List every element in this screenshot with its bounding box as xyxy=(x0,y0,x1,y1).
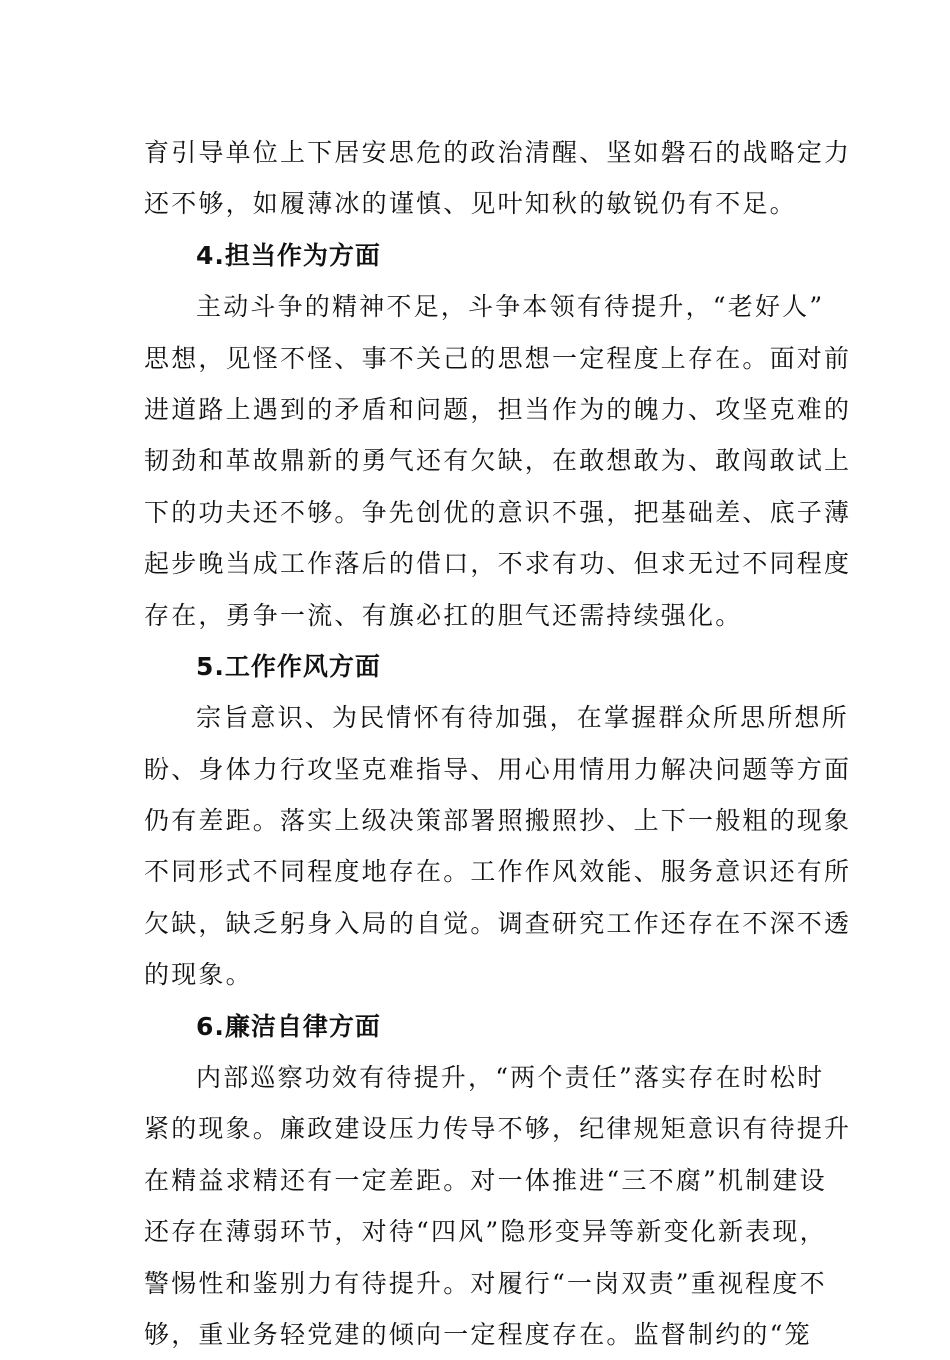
section-integrity xyxy=(144,1001,852,1360)
text-line: 不同形式不同程度地存在。工作作风效能、服务意识还有所 xyxy=(144,857,852,887)
text-line: 育引导单位上下居安思危的政治清醒、坚如磐石的战略定力 xyxy=(144,138,852,167)
text-line: 仍有差距。落实上级决策部署照搬照抄、上下一般粗的现象 xyxy=(144,806,852,836)
text-line: 宗旨意识、为民情怀有待加强，在掌握群众所思所想所 xyxy=(196,703,849,733)
text-line: 下的功夫还不够。争先创优的意识不强，把基础差、底子薄 xyxy=(144,497,852,527)
text-line: 韧劲和革故鼎新的勇气还有欠缺，在敢想敢为、敢闯敢试上 xyxy=(144,446,852,476)
text-line: 存在，勇争一流、有旗必扛的胆气还需持续强化。 xyxy=(144,600,743,630)
text-line: 还不够，如履薄冰的谨慎、见叶知秋的敏锐仍有不足。 xyxy=(144,189,797,219)
section-work-style xyxy=(144,641,852,1001)
text-line: 够，重业务轻党建的倾向一定程度存在。监督制约的“笼 xyxy=(144,1319,812,1349)
text-line: 思想，见怪不怪、事不关己的思想一定程度上存在。面对前 xyxy=(144,343,852,373)
section-heading: 4.担当作为方面 xyxy=(196,240,381,270)
text-line: 盼、身体力行攻坚克难指导、用心用情用力解决问题等方面 xyxy=(144,754,852,784)
section-heading: 6.廉洁自律方面 xyxy=(196,1011,381,1041)
text-line: 紧的现象。廉政建设压力传导不够，纪律规矩意识有待提升 xyxy=(144,1114,852,1144)
document-body xyxy=(144,127,852,1360)
text-line: 的现象。 xyxy=(144,960,253,990)
text-line: 在精益求精还有一定差距。对一体推进“三不腐”机制建设 xyxy=(144,1165,827,1195)
text-line: 主动斗争的精神不足，斗争本领有待提升，“老好人” xyxy=(196,292,825,322)
section-heading: 5.工作作风方面 xyxy=(196,651,381,681)
text-line: 警惕性和鉴别力有待提升。对履行“一岗双责”重视程度不 xyxy=(144,1268,827,1298)
text-line: 欠缺，缺乏躬身入局的自觉。调查研究工作还存在不深不透 xyxy=(144,908,852,938)
text-line: 还存在薄弱环节，对待“四风”隐形变异等新变化新表现， xyxy=(144,1217,827,1247)
text-line: 内部巡察功效有待提升，“两个责任”落实存在时松时 xyxy=(196,1063,825,1093)
text-line: 起步晚当成工作落后的借口，不求有功、但求无过不同程度 xyxy=(144,549,852,579)
intro-paragraph xyxy=(144,127,852,230)
text-line: 进道路上遇到的矛盾和问题，担当作为的魄力、攻坚克难的 xyxy=(144,394,852,424)
section-responsibility xyxy=(144,230,852,641)
